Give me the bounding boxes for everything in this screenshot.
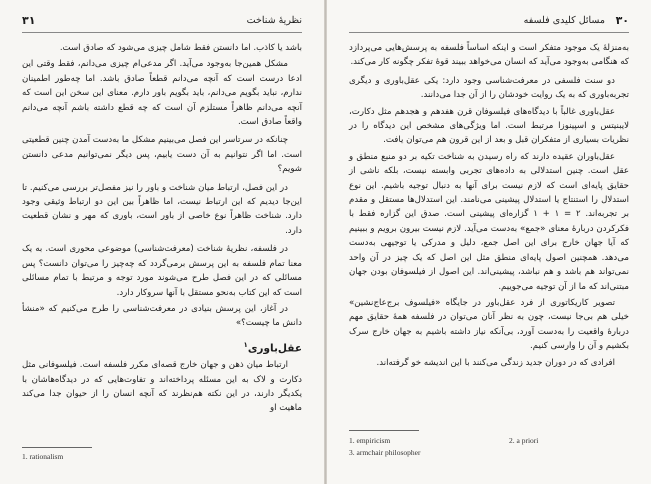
paragraph: در آغاز، این پرسش بنیادی در معرفت‌شناسی را طرح می‌کنیم که «منشأ دانش ما چیست؟» [22, 303, 302, 329]
running-title: مسائل کلیدی فلسفه [523, 15, 605, 26]
paragraph: در فلسفه، نظریهٔ شناخت (معرفت‌شناسی) موضوعی محوری است. به‌ یک معنا تمام فلسفه به این پرسش برمی‌گردد که چه‌چیز را می‌توان دانست؟ پس مسائلی که در این فصل طرح می‌شوند مورد توجه و مرتبط با تمام مسائلی است که این کتاب به‌نحو مستقل با آنها سروکار دارد. [22, 244, 302, 298]
section-heading [22, 341, 302, 355]
paragraph: به‌منزلهٔ یک موجود متفکر است و اینکه اساساً فلسفه به پرسش‌هایی می‌پردازد که هنگامی به‌وجود می‌آید که انسان می‌خواهد ببیند قوهٔ تفکر چگونه کار می‌کند. [349, 43, 629, 68]
body-text [349, 41, 629, 370]
section-body [22, 358, 302, 416]
paragraph: عقل‌باوری غالباً با دیدگاه‌های فیلسوفان قرن هفدهم و هجدهم مثل دکارت، لایبنیتس و اسپینوزا مرتبط است. اما ویژگی‌های مشخص این دیدگاه را در نظریات بسیاری از متفکران قبل و بعد از این قرون هم می‌توان یافت. [349, 106, 629, 146]
paragraph: دو سنت فلسفی در معرفت‌شناسی وجود دارد: یکی عقل‌باوری و دیگری تجربه‌باوری که به یک روایت خودشان را از آن جدا می‌دانند. [349, 75, 629, 101]
footnote: 1. rationalism [22, 452, 64, 461]
page-number: ۳۱ [22, 14, 36, 27]
section-heading-text: عقل‌باوری [247, 342, 302, 355]
paragraph: چنانکه در سرتاسر این فصل می‌بینیم مشکل ما به‌دست آمدن چنین قطعیتی است. اما اگر نتوانیم به آن دست یابیم، پس دیگر نمی‌توانیم مدعی دانستن شویم؟ [22, 135, 302, 175]
page-header [349, 14, 629, 33]
running-title: نظریهٔ شناخت [246, 15, 302, 26]
footnote: 1. empiricism [349, 436, 391, 445]
paragraph: مشکل همین‌جا به‌وجود می‌آید. اگر مدعی‌ام چیزی می‌دانم، فقط وقتی این ادعا درست است که آنچه می‌دانم قطعاً صادق باشد. اما چه‌طور اطمینان ندارم، نباید بگویم می‌دانم، باید بگویم باور دارم. معنای این سخن این است که آنچه می‌دانم ظاهراً مستلزم آن است که چه قطع داشته باشم آنچه می‌دانم واقعاً صادق است. [22, 59, 302, 128]
left-page [0, 0, 324, 484]
paragraph: ارتباط میان ذهن و جهان خارج قصه‌ای مکرر فلسفه است. فیلسوفانی مثل دکارت و لاک به این مسئله پرداخته‌اند و تفاوت‌هایی که در دیدگاه‌هاشان با یکدیگر دارند، در این نکته هم‌نظرند که آنچه انسان را از حیوان جدا می‌کند ماهیت او [22, 360, 302, 414]
paragraph: باشد یا کاذب. اما دانستن فقط شامل چیزی می‌شود که صادق است. [59, 43, 302, 53]
right-page [327, 0, 651, 484]
footnote: 2. a priori [509, 436, 539, 445]
paragraph: افرادی که در دوران جدید زندگی می‌کنند با این اندیشه خو گرفته‌اند. [376, 357, 615, 368]
footnote-rule [349, 430, 419, 431]
paragraph: تصویر کاریکاتوری از فرد عقل‌باور در جایگاه «فیلسوف برج‌عاج‌نشین» خیلی هم بی‌جا نیست، چون به نظر آنان می‌توان در فلسفه همهٔ حقایق مهم دربارهٔ واقعیت را به‌دست آورد، بی‌آنکه نیاز داشته باشیم به جهان خارج سرک بکشیم و آن را وارسی کنیم. [349, 297, 629, 352]
body-text [22, 41, 302, 331]
footnotes [349, 436, 629, 466]
footnote: 3. armchair philosopher [349, 448, 421, 457]
footnote-marker: ۱ [243, 340, 248, 349]
paragraph: در این فصل، ارتباط میان شناخت و باور را نیز مفصل‌تر بررسی می‌کنیم. تا این‌جا دیدیم که این ارتباط نیست، اما ظاهراً بین این دو ارتباط وثیقی وجود دارد. شناخت ظاهراً نوع خاصی از باور است، باوری که مهر و نشان قطعیت دارد. [22, 182, 302, 236]
page-header [22, 14, 302, 33]
footnote-rule [22, 447, 92, 448]
page-number: ۳۰ [615, 14, 629, 27]
paragraph: عقل‌باوران عقیده دارند که راه رسیدن به شناخت تکیه بر دو منبع منطق و عقل است. چنین استدلالی به داده‌های تجربی وابسته نیست، بلکه ناشی از حقایق پایه‌ای است که لازم نیست برای آنها به دنبال توجیه باشیم. این نوع استدلال را استنتاج یا استدلال پیشینی می‌نامند. این استدلال‌ها مستقل و مقدم بر تجربه‌اند. ۲ = ۱ + ۱ گزاره‌ای پیشینی است. صدق این گزاره فقط با فکرکردن دربارهٔ معنای «جمع» به‌دست می‌آید. لازم نیست بیرون برویم و ببینیم که آیا جهان خارج برای این اصل جمع، دلیل و مدرکی یا توجیهی به‌دست می‌دهد. همچنین اصول پایه‌ای منطق مثل این اصل که یک چیز در آن واحد نمی‌تواند هم باشد و هم نباشد، پیشینی‌اند. این اصول از فیلسوفان بودن جهان مبتنی‌اند که ما از آن توجیه می‌جوییم. [349, 151, 629, 292]
